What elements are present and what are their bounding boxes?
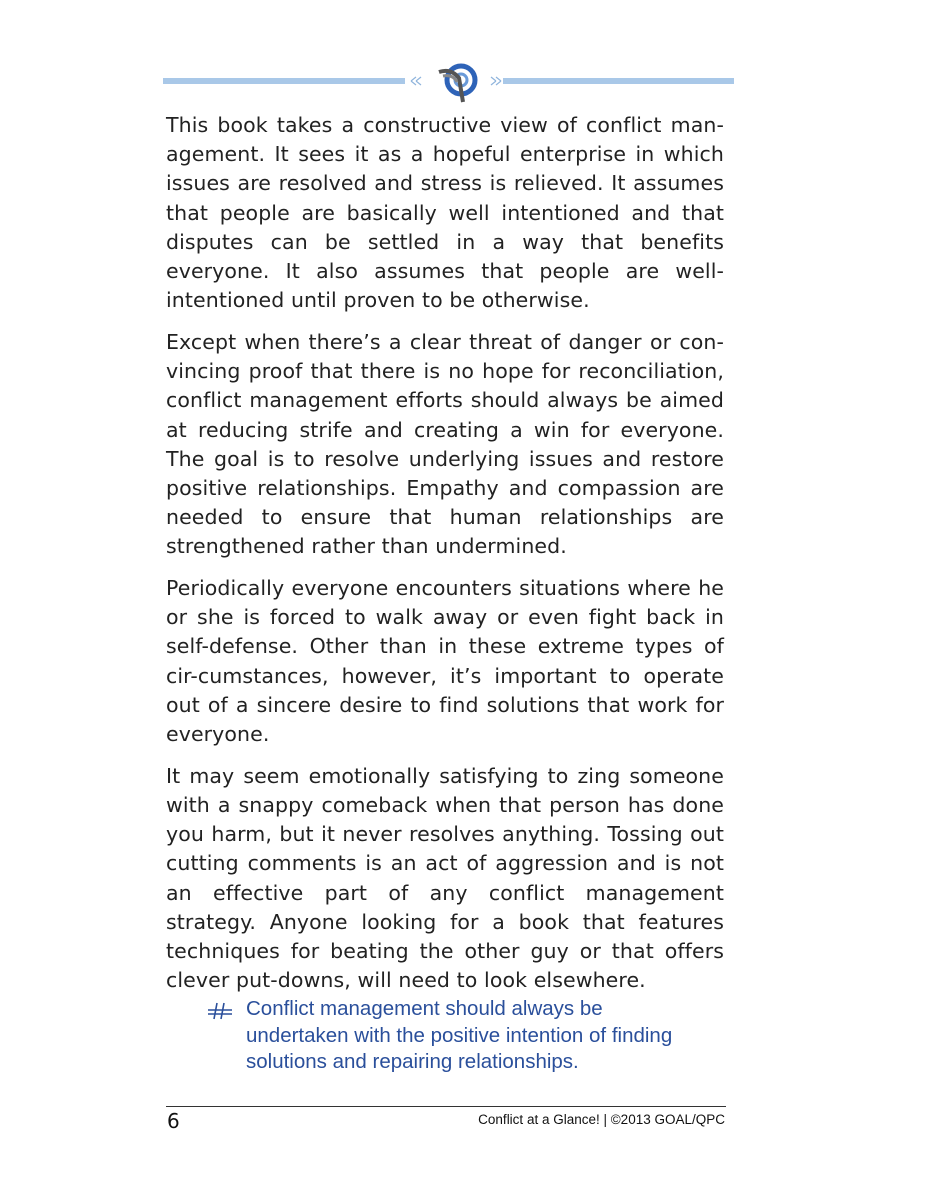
paragraph-1: This book takes a constructive view of conflict man-agement. It sees it as a hopeful enterprise in which issues are resolved and stress is relieved. It assumes that people are basically well intentioned and that disputes can be settled in a way that benefits everyone. It also assumes that people are well-intentioned until proven to be otherwise. [166, 113, 724, 313]
footer-rule [166, 1106, 726, 1107]
body-text [166, 111, 724, 1008]
tip-callout [206, 996, 706, 1076]
paragraph-4: It may seem emotionally satisfying to zing someone with a snappy comeback when that person has done you harm, but it never resolves anything. Tossing out cutting comments is an act of aggression and is not an effective part of any conflict management strategy. Anyone looking for a book that features techniques for beating the other guy or that offers clever put-downs, will need to look elsewhere. [166, 763, 724, 993]
page-number: 6 [167, 1109, 180, 1133]
hashtag-tip-icon [206, 998, 246, 1020]
footer-credit: Conflict at a Glance! | ©2013 GOAL/QPC [478, 1112, 725, 1127]
paragraph-2: Except when there’s a clear threat of danger or con-vincing proof that there is no hope for reconciliation, conflict management efforts should always be aimed at reducing strife and creating a win for everyone. The goal is to resolve underlying issues and restore positive relationships. Empathy and compassion are needed to ensure that human relationships are strengthened rather than undermined. [166, 329, 724, 559]
paragraph-3: Periodically everyone encounters situations where he or she is forced to walk away or even fight back in self-defense. Other than in these extreme types of cir-cumstances, however, it’s important to operate out of a sincere desire to find solutions that work for everyone. [166, 576, 724, 747]
spiral-ornament-icon [433, 62, 487, 106]
tip-text: Conflict management should always be undertaken with the positive intention of finding solutions and repairing relationships. [246, 997, 673, 1073]
